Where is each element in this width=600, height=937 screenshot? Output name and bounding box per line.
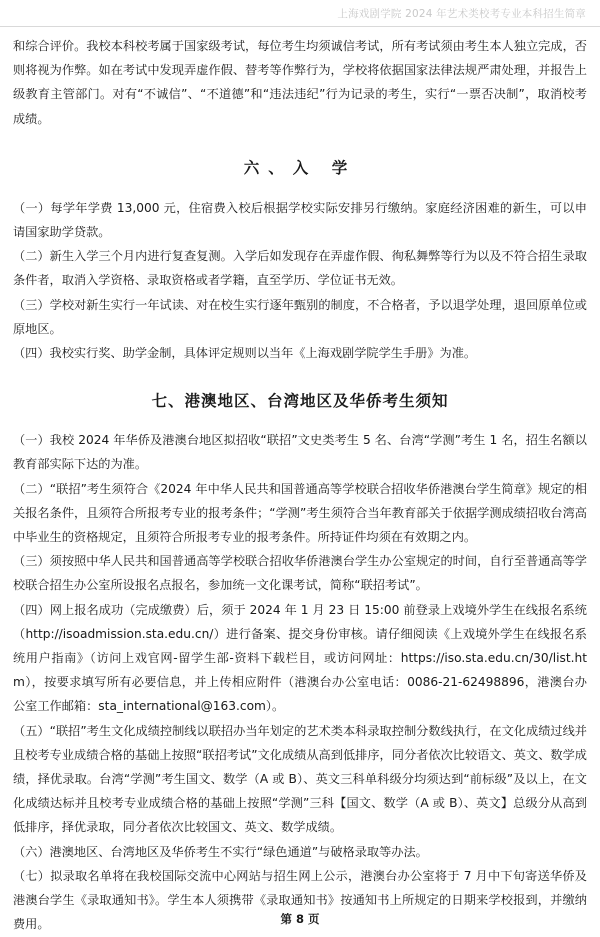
- section-6-item-2: （二）新生入学三个月内进行复查复测。入学后如发现存在弄虚作假、徇私舞弊等行为以及不符合招生录取条件者，取消入学资格、录取资格或者学籍，直至学历、学位证书无效。: [13, 249, 587, 288]
- section-6-title: 六、入 学: [243, 157, 357, 177]
- section-7-item-3: （三）须按照中华人民共和国普通高等学校联合招收华侨港澳台学生办公室规定的时间，自行至普通高等学校联合招生办公室所设报名点报名，参加统一文化课考试，简称“联招考试”。: [13, 554, 587, 593]
- section-7-item-1: （一）我校 2024 年华侨及港澳台地区拟招收“联招”文史类考生 5 名、台湾“学测”考生 1 名，招生名额以教育部实际下达的为准。: [13, 433, 587, 472]
- section-6-item-4: （四）我校实行奖、助学金制，具体评定规则以当年《上海戏剧学院学生手册》为准。: [13, 346, 477, 361]
- section-7-title: 七、港澳地区、台湾地区及华侨考生须知: [151, 391, 449, 411]
- running-header: [0, 0, 600, 27]
- section-7-item-2: （二）“联招”考生须符合《2024 年中华人民共和国普通高等学校联合招收华侨港澳台学生简章》规定的相关报名条件，且须符合所报考专业的报考条件；“学测”考生须符合当年教育部关于依据学测成绩招收台湾高中毕业生的资格规定，且须符合所报考专业的报考条件。所持证件均须在有效期之内。: [13, 481, 587, 545]
- section-7-item-7: （七）拟录取名单将在我校国际交流中心网站与招生网上公示，港澳台办公室将于 7 月中下旬寄送华侨及港澳台学生《录取通知书》。学生本人须携带《录取通知书》按通知书上所规定的日期来学校报到，并缴纳费用。: [13, 868, 587, 932]
- prev-section-tail: 和综合评价。我校本科校考属于国家级考试，每位考生均须诚信考试，所有考试须由考生本人独立完成，否则将视为作弊。如在考试中发现弄虚作假、替考等作弊行为，学校将依据国家法律法规严肃处理，并报告上级教育主管部门。对有“不诚信”、“不道德”和“违法违纪”行为记录的考生，实行“一票否决制”，取消校考成绩。: [13, 39, 587, 126]
- page-number: 第 8 页: [280, 912, 320, 926]
- section-6-item-3: （三）学校对新生实行一年试读、对在校生实行逐年甄别的制度，不合格者，予以退学处理，退回原单位或原地区。: [13, 297, 587, 336]
- running-title: 上海戏剧学院 2024 年艺术类校考专业本科招生简章: [337, 8, 586, 20]
- page-body: [13, 34, 587, 937]
- section-7-item-6: （六）港澳地区、台湾地区及华侨考生不实行“绿色通道”与破格录取等办法。: [13, 844, 428, 859]
- section-7-item-4: （四）网上报名成功（完成缴费）后，须于 2024 年 1 月 23 日 15:00 前登录上戏境外学生在线报名系统（http://isoadmission.sta.edu.cn/）进行备案、提交身份审核。请仔细阅读《上戏境外学生在线报名系统用户指南》（访问上戏官网-留学生部-资料下载栏目，或访问网址：https://iso.sta.edu.cn/30/list.htm），按要求填写所有必要信息，并上传相应附件（港澳台办公室电话：0086-21-62498896，港澳台办公室工作邮箱：sta_international@163.com）。: [13, 602, 587, 714]
- section-6-item-1: （一）每学年学费 13,000 元，住宿费入校后根据学校实际安排另行缴纳。家庭经济困难的新生，可以申请国家助学贷款。: [13, 200, 587, 240]
- section-7-item-5: （五）“联招”考生文化成绩控制线以联招办当年划定的艺术类本科录取控制分数线执行，在文化成绩过线并且校考专业成绩合格的基础上按照“联招考试”文化成绩从高到低排序，同分者依次比较语文、英文、数学成绩，择优录取。台湾“学测”考生国文、数学（A 或 B）、英文三科单科级分均须达到“前标级”及以上，在文化成绩达标并且校考专业成绩合格的基础上按照“学测”三科【国文、数学（A 或 B）、英文】总级分从高到低排序，择优录取，同分者依次比较国文、英文、数学成绩。: [13, 723, 587, 835]
